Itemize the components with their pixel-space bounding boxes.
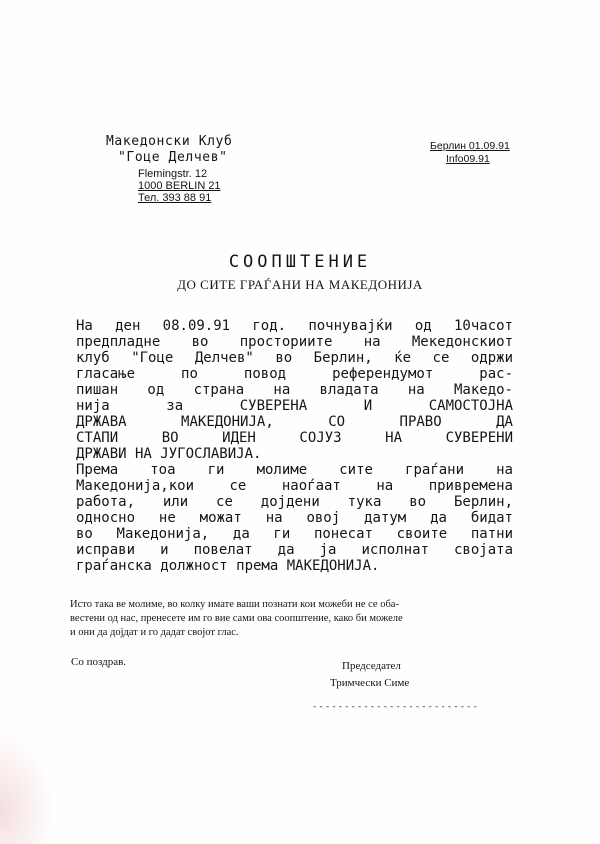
paragraph-line: клуб "Гоце Делчев" во Берлин, ќе се одржи bbox=[76, 350, 513, 366]
paragraph-note bbox=[70, 598, 510, 640]
paragraph-line: во Македонија, да ги понесат своите патни bbox=[76, 526, 513, 542]
document-title: СООПШТЕНИЕ bbox=[228, 252, 372, 272]
signature-line: -------------------------- bbox=[312, 702, 479, 712]
paragraph-line: односно не можат на овој датум да бидат bbox=[76, 510, 513, 526]
note-line: вестени од нас, пренесете им го вие сами ова соопштение, како би можеле bbox=[70, 613, 403, 624]
club-street: Flemingstr. 12 bbox=[138, 168, 208, 180]
paragraph-line: СТАПИ ВО ИДЕН СОЈУЗ НА СУВЕРЕНИ bbox=[76, 430, 513, 446]
club-phone: Тел. 393 88 91 bbox=[138, 192, 212, 204]
closing-greeting: Со поздрав. bbox=[71, 656, 127, 668]
paragraph-line: работа, или се дојдени тука во Берлин, bbox=[76, 494, 513, 510]
document-subtitle: ДО СИТЕ ГРАЃАНИ НА МАКЕДОНИЈА bbox=[177, 277, 423, 292]
note-line: и они да дојдат и го дадат својот глас. bbox=[70, 627, 239, 638]
info-line: Info09.91 bbox=[446, 153, 490, 165]
paragraph-line: ДРЖАВИ НА ЈУГОСЛАВИЈА. bbox=[76, 446, 262, 462]
paragraph-line: граѓанска должност према МАКЕДОНИЈА. bbox=[76, 558, 380, 574]
signatory-title: Председател bbox=[342, 660, 401, 672]
paragraph-line: нија за СУВЕРЕНА И САМОСТОЈНА bbox=[76, 398, 513, 414]
club-honoree: "Гоце Делчев" bbox=[118, 150, 228, 165]
paragraph-line: ДРЖАВА МАКЕДОНИЈА, СО ПРАВО ДА bbox=[76, 414, 513, 430]
paragraph-announcement bbox=[76, 318, 513, 462]
paragraph-line: Македонија,кои се наоѓаат на привремена bbox=[76, 478, 513, 494]
paragraph-line: пишан од страна на владата на Македо- bbox=[76, 382, 513, 398]
date-line: Берлин 01.09.91 bbox=[430, 140, 510, 152]
paper-stain bbox=[0, 730, 55, 844]
paragraph-line: предпладне во просториите на Мекедонскиот bbox=[76, 334, 513, 350]
club-city: 1000 BERLIN 21 bbox=[138, 180, 221, 192]
paragraph-line: исправи и повелат да ја исполнат својата bbox=[76, 542, 513, 558]
signatory-name: Тримчески Симе bbox=[330, 677, 410, 689]
paragraph-line: Према тоа ги молиме сите граѓани на bbox=[76, 462, 513, 478]
club-name: Македонски Клуб bbox=[106, 134, 233, 149]
paragraph-request bbox=[76, 462, 513, 574]
paragraph-line: На ден 08.09.91 год. почнувајќи од 10часот bbox=[76, 318, 513, 334]
note-line: Исто така ве молиме, во колку имате ваши познати кои можеби не се оба- bbox=[70, 599, 399, 610]
paragraph-line: гласање по повод референдумот рас- bbox=[76, 366, 513, 382]
